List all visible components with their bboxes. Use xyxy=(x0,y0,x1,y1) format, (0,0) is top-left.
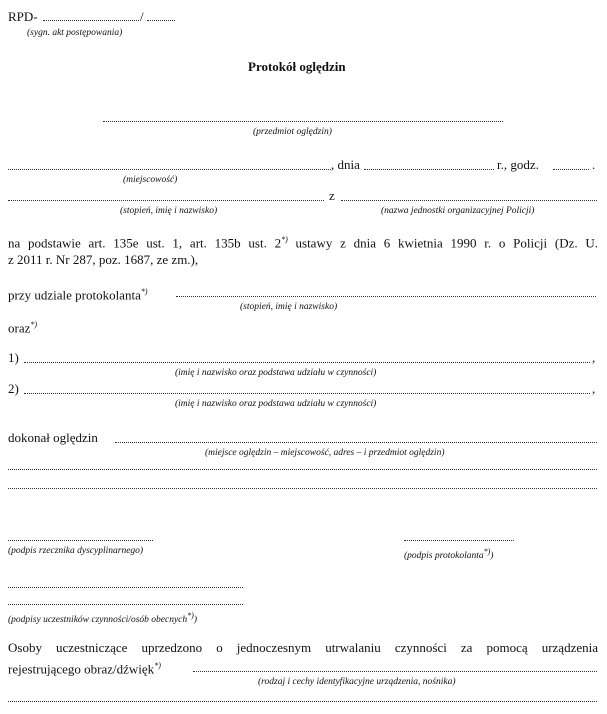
inspection-label: dokonał oględzin xyxy=(8,430,98,445)
participant-1-field[interactable] xyxy=(24,362,590,363)
legal-basis-line-2: z 2011 r. Nr 287, poz. 1687, ze zm.), xyxy=(8,252,199,267)
subject-caption: (przedmiot oględzin) xyxy=(253,127,332,137)
participant-2-end: , xyxy=(592,381,596,396)
recording-notice-line-2: rejestrującego obraz/dźwięk*) xyxy=(8,661,161,677)
case-number-field[interactable] xyxy=(43,20,139,21)
participants-signature-field-1[interactable] xyxy=(8,587,243,588)
police-unit-field[interactable] xyxy=(341,200,597,201)
case-year-field[interactable] xyxy=(147,20,175,21)
clerk-signature-caption: (podpis protokolanta*)) xyxy=(404,547,494,562)
date-field[interactable] xyxy=(364,169,494,170)
participants-label: oraz*) xyxy=(8,320,38,336)
subject-field[interactable] xyxy=(103,121,503,122)
place-date-end: . xyxy=(592,157,596,172)
participant-1-number: 1) xyxy=(8,350,19,365)
participant-2-number: 2) xyxy=(8,381,19,396)
time-field[interactable] xyxy=(553,169,589,170)
place-caption: (miejscowość) xyxy=(123,175,178,185)
clerk-field[interactable] xyxy=(176,296,596,297)
from-label: z xyxy=(329,188,335,203)
spokesman-signature-caption: (podpis rzecznika dyscyplinarnego) xyxy=(8,546,144,556)
document-title: Protokół oględzin xyxy=(248,59,346,74)
participant-2-field[interactable] xyxy=(24,393,590,394)
recording-device-field[interactable] xyxy=(193,671,597,672)
officer-field[interactable] xyxy=(8,200,324,201)
time-label: r., godz. xyxy=(497,157,539,172)
inspection-field[interactable] xyxy=(115,442,597,443)
participant-2-caption: (imię i nazwisko oraz podstawa udziału w czynności) xyxy=(175,399,377,409)
legal-basis-line-1: na podstawie art. 135e ust. 1, art. 135b ust. 2*) ustawy z dnia 6 kwietnia 1990 r. o Policji (Dz. U. xyxy=(8,235,598,251)
date-label: , dnia xyxy=(331,157,360,172)
recording-device-caption: (rodzaj i cechy identyfikacyjne urządzenia, nośnika) xyxy=(258,677,456,687)
police-unit-caption: (nazwa jednostki organizacyjnej Policji) xyxy=(381,206,535,216)
participants-signature-caption: (podpisy uczestników czynności/osób obecnych*)) xyxy=(8,611,197,626)
case-number-separator: / xyxy=(140,9,144,24)
case-number-prefix: RPD- xyxy=(8,9,38,24)
place-field[interactable] xyxy=(8,169,331,170)
clerk-caption: (stopień, imię i nazwisko) xyxy=(240,302,338,312)
participant-1-end: , xyxy=(592,350,596,365)
participant-1-caption: (imię i nazwisko oraz podstawa udziału w czynności) xyxy=(175,368,377,378)
spokesman-signature-field[interactable] xyxy=(8,540,153,541)
participants-signature-field-2[interactable] xyxy=(8,604,243,605)
inspection-field-line-2[interactable] xyxy=(8,469,597,470)
officer-caption: (stopień, imię i nazwisko) xyxy=(120,206,218,216)
case-number-caption: (sygn. akt postępowania) xyxy=(27,28,123,38)
recording-device-field-line-2[interactable] xyxy=(8,701,597,702)
recording-notice-line-1: Osoby uczestniczące uprzedzono o jednoczesnym utrwalaniu czynności za pomocą urządzenia xyxy=(8,640,598,655)
inspection-caption: (miejsce oględzin – miejscowość, adres – i przedmiot oględzin) xyxy=(205,448,445,458)
clerk-signature-field[interactable] xyxy=(404,540,514,541)
clerk-label: przy udziale protokolanta*) xyxy=(8,287,148,303)
inspection-field-line-3[interactable] xyxy=(8,488,597,489)
